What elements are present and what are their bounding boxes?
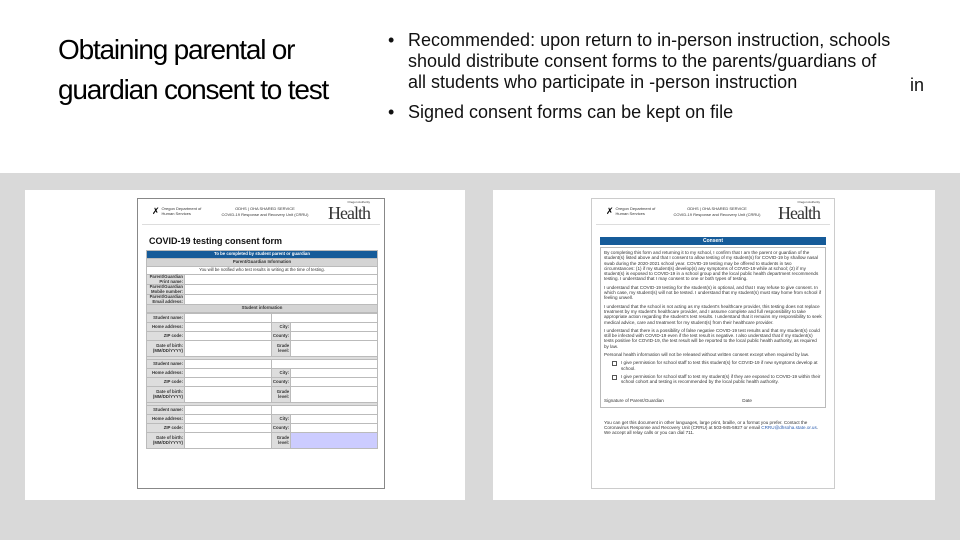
field-label: Parent/Guardian Email address: (147, 295, 185, 305)
student-grade-field[interactable] (291, 433, 378, 449)
student-city-field[interactable] (291, 323, 378, 332)
consent-form-page-2 (591, 198, 835, 489)
student-field[interactable] (271, 314, 377, 323)
symptom-consent-checkbox[interactable] (612, 360, 822, 371)
field-label: Home address: (147, 323, 185, 332)
consent-paragraph: Personal health information will not be released without written consent except when required by law. (604, 352, 810, 358)
student-dob-field[interactable] (185, 387, 272, 403)
student-field[interactable] (271, 360, 377, 369)
blue-header: To be completed by student parent or guardian (147, 251, 378, 259)
student-section-header: Student information (147, 305, 378, 313)
footer-end-text: . We accept all relay calls or you can dial 711. (604, 424, 819, 436)
date-label: Date (742, 397, 752, 403)
field-label: City: (271, 415, 290, 424)
consent-form-table (146, 250, 378, 313)
field-label: Home address: (147, 369, 185, 378)
parent-name-field[interactable] (185, 275, 378, 285)
student-table (146, 313, 378, 449)
field-label: County: (271, 424, 290, 433)
bullet-list (388, 30, 898, 132)
field-label: Grade level: (271, 387, 290, 403)
field-label: County: (271, 332, 290, 341)
consent-header: Consent (600, 237, 826, 245)
field-label: ZIP code: (147, 332, 185, 341)
bullet-item: • Recommended: upon return to in-person instruction, schools should distribute consent forms to the parents/guardians of all students who participate in -person instruction (388, 30, 898, 93)
student-address-field[interactable] (185, 369, 272, 378)
signature-label: Signature of Parent/Guardian (604, 397, 664, 403)
agency-name: Oregon Department of Human Services (615, 206, 656, 216)
student-county-field[interactable] (291, 424, 378, 433)
service-name: ODHS | OHA SHARED SERVICE (687, 205, 747, 211)
student-grade-field[interactable] (291, 387, 378, 403)
field-label: Grade level: (271, 341, 290, 357)
student-zip-field[interactable] (185, 332, 272, 341)
agency-name: Oregon Department of Human Services (161, 206, 202, 216)
student-dob-field[interactable] (185, 341, 272, 357)
field-label: Grade level: (271, 433, 290, 449)
field-label: Student name: (147, 406, 185, 415)
oha-health-logo (328, 201, 370, 223)
notification-note: You will be notified who test results in writing at the time of testing. (147, 267, 378, 275)
field-label: City: (271, 323, 290, 332)
consent-body (600, 247, 826, 408)
field-label: Date of birth: (MM/DD/YYYY) (147, 387, 185, 403)
unit-name: COVID-19 Response and Recovery Unit (CRRU) (221, 211, 309, 217)
stray-text: in (910, 75, 925, 95)
parent-email-field[interactable] (185, 295, 378, 305)
consent-paragraph: I understand that there is a possibility of false negative COVID-19 test results and that my student(s) could still be infected with COVID-19 even if the test result is negative. I also understand that if my student(s) tests positive for COVID-19, the test result will be reported to the local public health authority, as required by law. (604, 327, 820, 349)
email-link[interactable]: CRRU@dhsoha.state.or.us (761, 424, 817, 430)
student-address-field[interactable] (185, 323, 272, 332)
student-zip-field[interactable] (185, 378, 272, 387)
field-label: Student name: (147, 314, 185, 323)
field-label: County: (271, 378, 290, 387)
checkbox-icon[interactable] (612, 361, 617, 366)
service-name: ODHS | OHA SHARED SERVICE (235, 205, 295, 211)
student-county-field[interactable] (291, 378, 378, 387)
consent-form-page-1 (137, 198, 385, 489)
logo-word: Health (778, 203, 820, 224)
student-field[interactable] (271, 406, 377, 415)
consent-paragraph: By completing this form and returning it to my school, I confirm that I am the parent or guardian of the student(s) listed above and that I consent to allow testing of my student(s) for COVID-19 by shallow nasal swab during the 2020-2021 school year. COVID-19 testing may be offered to students in two circumstances: (1) if my student(s) develop(s) any symptoms of COVID-19 while at school; (2) if my student(s) is exposed to COVID-19 in a school group and the local public health department recommends testing. I understand that I may consent to one or both types of testing. (604, 250, 819, 282)
student-name-field[interactable] (185, 406, 272, 415)
field-label: Parent/Guardian Mobile number: (147, 285, 185, 295)
checkbox-icon[interactable] (612, 375, 617, 380)
field-label: Date of birth: (MM/DD/YYYY) (147, 341, 185, 357)
consent-paragraph: I understand that COVID-19 testing for the student(s) is optional, and that I may refuse to give consent. In which case, my student(s) will not be tested. I understand that my student(s) must stay home from school if feeling unwell. (604, 284, 822, 301)
odhs-logo (606, 207, 656, 216)
logo-small-text: Oregon Authority (347, 199, 370, 204)
field-label: ZIP code: (147, 378, 185, 387)
checkbox-label: I give permission for school staff to test my student(s) if they are exposed to COVID-19 within their school cohort and testing is recommended by the local public health authority. (621, 373, 821, 385)
field-label: ZIP code: (147, 424, 185, 433)
student-grade-field[interactable] (291, 341, 378, 357)
student-county-field[interactable] (291, 332, 378, 341)
doc-header (596, 199, 830, 225)
exposure-consent-checkbox[interactable] (612, 374, 822, 385)
field-label: Home address: (147, 415, 185, 424)
consent-paragraph: I understand that the school is not acting as my student's healthcare provider, this testing does not replace treatment by my student's healthcare provider, and I assume complete and full responsibility to take appropriate action regarding the student's test results. I understand that it remains my responsibility to seek medical advice, care and treatment for my student(s) from their healthcare provider. (604, 303, 822, 325)
odhs-logo (152, 207, 202, 216)
parent-section-header: Parent/Guardian Information (147, 259, 378, 267)
footer-text: You can get this document in other languages, large print, braille, or a format you prefer. Contact the Coronavirus Response and Recovery Unit (CRRU) at 503-945-5927 or email (604, 419, 808, 430)
unit-name: COVID-19 Response and Recovery Unit (CRRU) (673, 211, 761, 217)
person-icon: ✗ (152, 206, 160, 217)
doc-header (142, 199, 380, 225)
student-address-field[interactable] (185, 415, 272, 424)
field-label: Student name: (147, 360, 185, 369)
student-name-field[interactable] (185, 314, 272, 323)
checkbox-label: I give permission for school staff to test this student(s) for COVID-19 if new symptoms develop at school. (621, 360, 818, 371)
oha-health-logo (778, 201, 820, 223)
student-name-field[interactable] (185, 360, 272, 369)
accessibility-footer (604, 420, 822, 436)
parent-mobile-field[interactable] (185, 285, 378, 295)
logo-word: Health (328, 203, 370, 224)
field-label: Parent/Guardian Print name: (147, 275, 185, 285)
bullet-item: • Signed consent forms can be kept on file (388, 102, 898, 123)
person-icon: ✗ (606, 206, 614, 217)
form-title: COVID-19 testing consent form (149, 236, 283, 246)
logo-small-text: Oregon Authority (797, 199, 820, 204)
student-city-field[interactable] (291, 369, 378, 378)
slide-title: Obtaining parental or guardian consent to test (58, 34, 329, 105)
student-dob-field[interactable] (185, 433, 272, 449)
field-label: City: (271, 369, 290, 378)
field-label: Date of birth: (MM/DD/YYYY) (147, 433, 185, 449)
student-zip-field[interactable] (185, 424, 272, 433)
student-city-field[interactable] (291, 415, 378, 424)
